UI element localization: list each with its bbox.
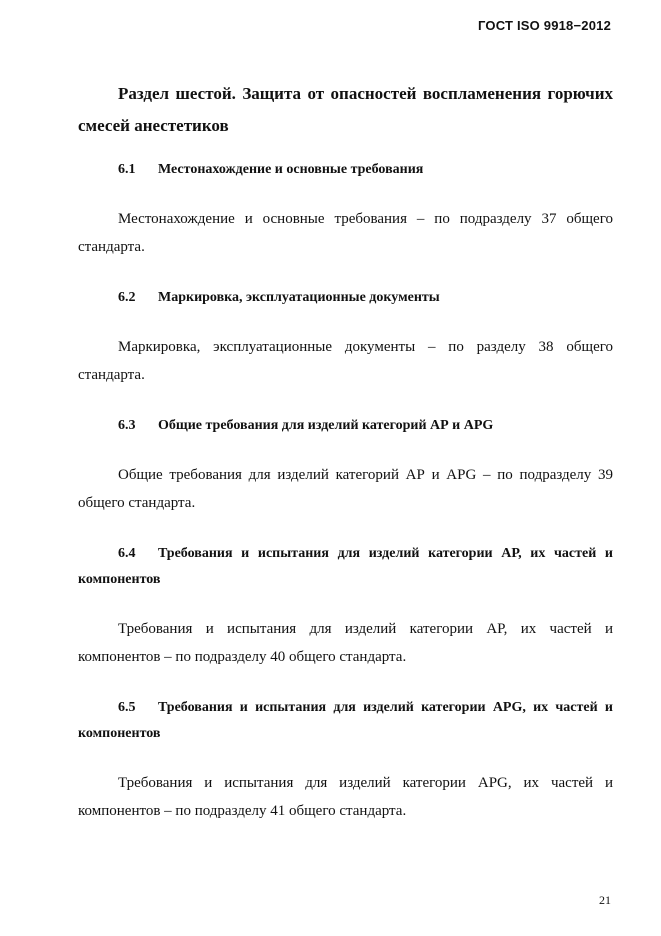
subsection-heading — [78, 285, 613, 311]
subsection-6-5 — [78, 695, 613, 825]
subsection-heading — [78, 695, 613, 747]
subsection-text: Маркировка, эксплуатационные документы – по разделу 38 общего стандарта. — [78, 339, 613, 383]
subsection-number: 6.4 — [118, 546, 136, 561]
subsection-title: Требования и испытания для изделий категории АР, их частей и компонентов — [78, 546, 613, 587]
subsection-title: Маркировка, эксплуатационные документы — [158, 290, 440, 305]
subsection-number: 6.1 — [118, 162, 136, 177]
subsection-heading — [78, 541, 613, 593]
subsection-title: Местонахождение и основные требования — [158, 162, 424, 177]
subsection-title: Общие требования для изделий категорий АР и APG — [158, 418, 494, 433]
subsection-title: Требования и испытания для изделий категории APG, их частей и компонентов — [78, 700, 613, 741]
subsection-6-2 — [78, 285, 613, 413]
page-content — [78, 78, 613, 825]
subsection-text: Местонахождение и основные требования – по подразделу 37 общего стандарта. — [78, 211, 613, 255]
subsection-text: Общие требования для изделий категорий АР и APG – по подразделу 39 общего стандарта. — [78, 467, 613, 511]
subsection-heading — [78, 157, 613, 183]
subsection-6-4 — [78, 541, 613, 695]
subsection-6-3 — [78, 413, 613, 541]
subsection-text: Требования и испытания для изделий категории АР, их частей и компонентов – по подразделу 40 общего стандарта. — [78, 621, 613, 665]
subsection-number: 6.3 — [118, 418, 136, 433]
subsection-number: 6.2 — [118, 290, 136, 305]
page-number: 21 — [599, 893, 611, 907]
subsection-heading — [78, 413, 613, 439]
subsection-number: 6.5 — [118, 700, 136, 715]
running-header: ГОСТ ISO 9918−2012 — [478, 18, 611, 33]
subsection-6-1 — [78, 157, 613, 285]
section-title: Раздел шестой. Защита от опасностей воспламенения горючих смесей анестетиков — [78, 84, 613, 135]
subsection-text: Требования и испытания для изделий категории APG, их частей и компонентов – по подразделу 41 общего стандарта. — [78, 775, 613, 819]
